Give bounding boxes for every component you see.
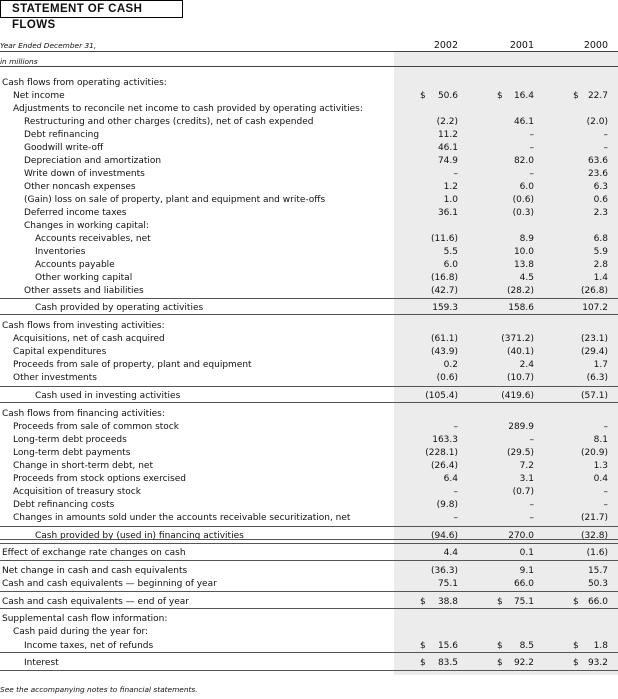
row-label: Net income bbox=[13, 91, 65, 101]
value-cell-2002: – bbox=[453, 513, 458, 523]
value-cell-2001: (0.6) bbox=[512, 195, 534, 205]
table-row bbox=[0, 578, 618, 591]
value-cell-2001: 75.1 bbox=[513, 597, 534, 607]
row-label: Proceeds from sale of property, plant and equipment bbox=[13, 360, 252, 370]
value-cell-2000: (29.4) bbox=[580, 347, 608, 357]
value-cell-2000: 2.8 bbox=[593, 260, 608, 270]
table-row bbox=[0, 512, 618, 525]
table-row bbox=[0, 320, 618, 333]
table-row bbox=[0, 346, 618, 359]
dollar-sign: $ bbox=[497, 91, 503, 101]
dollar-sign: $ bbox=[420, 641, 426, 651]
value-cell-2000: (21.7) bbox=[580, 513, 608, 523]
table-row bbox=[0, 626, 618, 639]
row-label: Cash paid during the year for: bbox=[13, 627, 149, 637]
value-cell-2001: 289.9 bbox=[508, 422, 534, 432]
value-cell-2002: 0.2 bbox=[443, 360, 458, 370]
table-row bbox=[0, 547, 618, 560]
total-rule bbox=[0, 314, 618, 315]
value-cell-2001: 82.0 bbox=[513, 156, 534, 166]
table-row bbox=[0, 207, 618, 220]
table-row bbox=[0, 486, 618, 499]
row-label: Other noncash expenses bbox=[24, 182, 136, 192]
table-row bbox=[0, 168, 618, 181]
value-cell-2002: 11.2 bbox=[437, 130, 458, 140]
value-cell-2000: 63.6 bbox=[587, 156, 608, 166]
row-label: Capital expenditures bbox=[13, 347, 107, 357]
row-label: Cash flows from investing activities: bbox=[2, 321, 165, 331]
table-row bbox=[0, 421, 618, 434]
row-label: Proceeds from sale of common stock bbox=[13, 422, 179, 432]
total-rule bbox=[0, 560, 618, 561]
row-label: Cash flows from financing activities: bbox=[2, 409, 165, 419]
value-cell-2001: 92.2 bbox=[513, 658, 534, 668]
value-cell-2002: (36.3) bbox=[430, 566, 458, 576]
row-label: Goodwill write-off bbox=[24, 143, 104, 153]
value-cell-2000: 93.2 bbox=[587, 658, 608, 668]
table-row bbox=[0, 460, 618, 473]
table-row bbox=[0, 613, 618, 626]
value-cell-2000: 107.2 bbox=[582, 303, 608, 313]
dollar-sign: $ bbox=[573, 91, 579, 101]
value-cell-2000: (6.3) bbox=[586, 373, 608, 383]
value-cell-2002: (228.1) bbox=[425, 448, 458, 458]
value-cell-2001: 7.2 bbox=[519, 461, 534, 471]
value-cell-2000: – bbox=[603, 143, 608, 153]
value-cell-2002: 75.1 bbox=[437, 579, 458, 589]
value-cell-2001: 8.5 bbox=[519, 641, 534, 651]
value-cell-2000: (1.6) bbox=[586, 548, 608, 558]
dollar-sign: $ bbox=[497, 597, 503, 607]
value-cell-2000: – bbox=[603, 130, 608, 140]
row-label: Debt refinancing costs bbox=[13, 500, 115, 510]
row-label: Depreciation and amortization bbox=[24, 156, 162, 166]
footnote: See the accompanying notes to financial statements. bbox=[0, 685, 198, 694]
value-cell-2002: 4.4 bbox=[443, 548, 458, 558]
table-row bbox=[0, 259, 618, 272]
value-cell-2000: 66.0 bbox=[587, 597, 608, 607]
dollar-sign: $ bbox=[497, 641, 503, 651]
dollar-sign: $ bbox=[573, 658, 579, 668]
value-cell-2002: 6.0 bbox=[443, 260, 458, 270]
value-cell-2001: 16.4 bbox=[513, 91, 534, 101]
total-rule bbox=[0, 608, 618, 609]
value-cell-2001: 46.1 bbox=[513, 117, 534, 127]
value-cell-2000: (2.0) bbox=[586, 117, 608, 127]
value-cell-2002: – bbox=[453, 487, 458, 497]
total-rule bbox=[0, 386, 618, 387]
value-cell-2001: 10.0 bbox=[513, 247, 534, 257]
total-rule bbox=[0, 526, 618, 527]
value-cell-2002: (16.8) bbox=[430, 273, 458, 283]
total-rule bbox=[0, 670, 618, 671]
value-cell-2001: 13.8 bbox=[513, 260, 534, 270]
table-row bbox=[0, 408, 618, 421]
value-cell-2002: (61.1) bbox=[430, 334, 458, 344]
value-cell-2001: (0.7) bbox=[512, 487, 534, 497]
dollar-sign: $ bbox=[573, 597, 579, 607]
statement-title: STATEMENT OF CASH FLOWS bbox=[0, 0, 183, 18]
value-cell-2001: (29.5) bbox=[506, 448, 534, 458]
table-row bbox=[0, 285, 618, 298]
table-row bbox=[0, 530, 618, 543]
value-cell-2001: 3.1 bbox=[519, 474, 534, 484]
total-rule bbox=[0, 652, 618, 653]
table-row bbox=[0, 155, 618, 168]
table-row bbox=[0, 359, 618, 372]
value-cell-2002: (42.7) bbox=[430, 286, 458, 296]
row-label: Adjustments to reconcile net income to cash provided by operating activities: bbox=[13, 104, 363, 114]
dollar-sign: $ bbox=[420, 597, 426, 607]
value-cell-2002: (94.6) bbox=[430, 531, 458, 541]
total-rule bbox=[0, 298, 618, 299]
value-cell-2002: 50.6 bbox=[437, 91, 458, 101]
row-label: Inventories bbox=[35, 247, 86, 257]
value-cell-2001: 270.0 bbox=[508, 531, 534, 541]
value-cell-2001: – bbox=[529, 513, 534, 523]
table-row bbox=[0, 565, 618, 578]
total-rule bbox=[0, 591, 618, 592]
table-row bbox=[0, 333, 618, 346]
value-cell-2000: (20.9) bbox=[580, 448, 608, 458]
row-label: Cash flows from operating activities: bbox=[2, 78, 167, 88]
value-cell-2000: (32.8) bbox=[580, 531, 608, 541]
total-rule bbox=[0, 539, 618, 540]
value-cell-2000: (23.1) bbox=[580, 334, 608, 344]
year-2001-header: 2001 bbox=[509, 40, 534, 51]
row-label: Acquisitions, net of cash acquired bbox=[13, 334, 165, 344]
table-row bbox=[0, 272, 618, 285]
value-cell-2002: 15.6 bbox=[437, 641, 458, 651]
value-cell-2001: 66.0 bbox=[513, 579, 534, 589]
row-label: Cash provided by operating activities bbox=[35, 303, 204, 313]
dollar-sign: $ bbox=[573, 641, 579, 651]
value-cell-2001: (0.3) bbox=[512, 208, 534, 218]
table-row bbox=[0, 129, 618, 142]
value-cell-2001: (10.7) bbox=[506, 373, 534, 383]
value-cell-2001: – bbox=[529, 500, 534, 510]
row-label: Debt refinancing bbox=[24, 130, 100, 140]
table-row bbox=[0, 499, 618, 512]
value-cell-2001: (28.2) bbox=[506, 286, 534, 296]
value-cell-2002: (105.4) bbox=[425, 391, 458, 401]
value-cell-2002: 159.3 bbox=[432, 303, 458, 313]
value-cell-2000: 2.3 bbox=[593, 208, 608, 218]
value-cell-2001: 0.1 bbox=[519, 548, 534, 558]
value-cell-2000: 23.6 bbox=[587, 169, 608, 179]
row-label: Deferred income taxes bbox=[24, 208, 127, 218]
value-cell-2002: 1.2 bbox=[443, 182, 458, 192]
value-cell-2001: 4.5 bbox=[519, 273, 534, 283]
value-cell-2001: (40.1) bbox=[506, 347, 534, 357]
table-row bbox=[0, 90, 618, 103]
row-label: Long-term debt payments bbox=[13, 448, 131, 458]
year-2002-header: 2002 bbox=[433, 40, 458, 51]
value-cell-2000: – bbox=[603, 487, 608, 497]
value-cell-2001: (419.6) bbox=[501, 391, 534, 401]
value-cell-2001: 158.6 bbox=[508, 303, 534, 313]
value-cell-2000: 0.6 bbox=[593, 195, 608, 205]
row-label: Net change in cash and cash equivalents bbox=[2, 566, 188, 576]
row-label: (Gain) loss on sale of property, plant and equipment and write-offs bbox=[24, 195, 326, 205]
value-cell-2002: 36.1 bbox=[437, 208, 458, 218]
value-cell-2000: (57.1) bbox=[580, 391, 608, 401]
dollar-sign: $ bbox=[497, 658, 503, 668]
value-cell-2002: 46.1 bbox=[437, 143, 458, 153]
table-row bbox=[0, 246, 618, 259]
row-label: Write down of investments bbox=[24, 169, 145, 179]
value-cell-2000: 0.4 bbox=[593, 474, 608, 484]
value-cell-2002: – bbox=[453, 422, 458, 432]
table-row bbox=[0, 447, 618, 460]
row-label: Changes in amounts sold under the accounts receivable securitization, net bbox=[13, 513, 351, 523]
value-cell-2001: 9.1 bbox=[519, 566, 534, 576]
value-cell-2000: 8.1 bbox=[593, 435, 608, 445]
value-cell-2001: – bbox=[529, 143, 534, 153]
value-cell-2002: (2.2) bbox=[436, 117, 458, 127]
value-cell-2002: 83.5 bbox=[437, 658, 458, 668]
value-cell-2000: 6.3 bbox=[593, 182, 608, 192]
row-label: Change in short-term debt, net bbox=[13, 461, 153, 471]
table-row bbox=[0, 434, 618, 447]
row-label: Cash provided by (used in) financing activities bbox=[35, 531, 244, 541]
total-rule bbox=[0, 402, 618, 403]
table-row bbox=[0, 194, 618, 207]
value-cell-2002: 1.0 bbox=[443, 195, 458, 205]
row-label: Supplemental cash flow information: bbox=[2, 614, 168, 624]
value-cell-2001: (371.2) bbox=[501, 334, 534, 344]
value-cell-2000: (26.8) bbox=[580, 286, 608, 296]
value-cell-2002: – bbox=[453, 169, 458, 179]
value-cell-2002: (43.9) bbox=[430, 347, 458, 357]
row-label: Accounts payable bbox=[35, 260, 115, 270]
table-row bbox=[0, 181, 618, 194]
row-label: Cash and cash equivalents — end of year bbox=[2, 597, 189, 607]
row-label: Proceeds from stock options exercised bbox=[13, 474, 186, 484]
row-label: Interest bbox=[24, 658, 59, 668]
value-cell-2000: 5.9 bbox=[593, 247, 608, 257]
value-cell-2000: 1.4 bbox=[593, 273, 608, 283]
value-cell-2002: (0.6) bbox=[436, 373, 458, 383]
table-row bbox=[0, 116, 618, 129]
table-row bbox=[0, 233, 618, 246]
value-cell-2000: – bbox=[603, 500, 608, 510]
value-cell-2000: 1.8 bbox=[593, 641, 608, 651]
value-cell-2000: 1.3 bbox=[593, 461, 608, 471]
value-cell-2001: 8.9 bbox=[519, 234, 534, 244]
row-label: Changes in working capital: bbox=[24, 221, 149, 231]
dollar-sign: $ bbox=[420, 91, 426, 101]
value-cell-2000: 50.3 bbox=[587, 579, 608, 589]
table-row bbox=[0, 657, 618, 670]
row-label: Long-term debt proceeds bbox=[13, 435, 127, 445]
table-row bbox=[0, 473, 618, 486]
table-row bbox=[0, 103, 618, 116]
year-2000-header: 2000 bbox=[583, 40, 608, 51]
value-cell-2002: (9.8) bbox=[436, 500, 458, 510]
value-cell-2001: – bbox=[529, 130, 534, 140]
units-label: in millions bbox=[0, 57, 38, 66]
table-row bbox=[0, 372, 618, 385]
table-row bbox=[0, 220, 618, 233]
value-cell-2002: 163.3 bbox=[432, 435, 458, 445]
value-cell-2001: 2.4 bbox=[519, 360, 534, 370]
row-label: Income taxes, net of refunds bbox=[24, 641, 154, 651]
value-cell-2001: 6.0 bbox=[519, 182, 534, 192]
table-row bbox=[0, 77, 618, 90]
row-label: Other working capital bbox=[35, 273, 133, 283]
value-cell-2000: 1.7 bbox=[593, 360, 608, 370]
value-cell-2002: 6.4 bbox=[443, 474, 458, 484]
row-label: Restructuring and other charges (credits), net of cash expended bbox=[24, 117, 314, 127]
table-row bbox=[0, 142, 618, 155]
dollar-sign: $ bbox=[420, 658, 426, 668]
value-cell-2000: 22.7 bbox=[587, 91, 608, 101]
value-cell-2002: 38.8 bbox=[437, 597, 458, 607]
value-cell-2002: (26.4) bbox=[430, 461, 458, 471]
value-cell-2002: 5.5 bbox=[443, 247, 458, 257]
value-cell-2002: (11.6) bbox=[430, 234, 458, 244]
row-label: Cash and cash equivalents — beginning of year bbox=[2, 579, 217, 589]
row-label: Other assets and liabilities bbox=[24, 286, 144, 296]
row-label: Accounts receivables, net bbox=[35, 234, 151, 244]
value-cell-2001: – bbox=[529, 169, 534, 179]
value-cell-2001: – bbox=[529, 435, 534, 445]
row-label: Effect of exchange rate changes on cash bbox=[2, 548, 186, 558]
total-rule bbox=[0, 543, 618, 544]
row-label: Cash used in investing activities bbox=[35, 391, 181, 401]
value-cell-2000: 6.8 bbox=[593, 234, 608, 244]
row-label: Other investments bbox=[13, 373, 97, 383]
value-cell-2000: – bbox=[603, 422, 608, 432]
period-label: Year Ended December 31, bbox=[0, 41, 97, 50]
value-cell-2000: 15.7 bbox=[587, 566, 608, 576]
row-label: Acquisition of treasury stock bbox=[13, 487, 141, 497]
value-cell-2002: 74.9 bbox=[437, 156, 458, 166]
